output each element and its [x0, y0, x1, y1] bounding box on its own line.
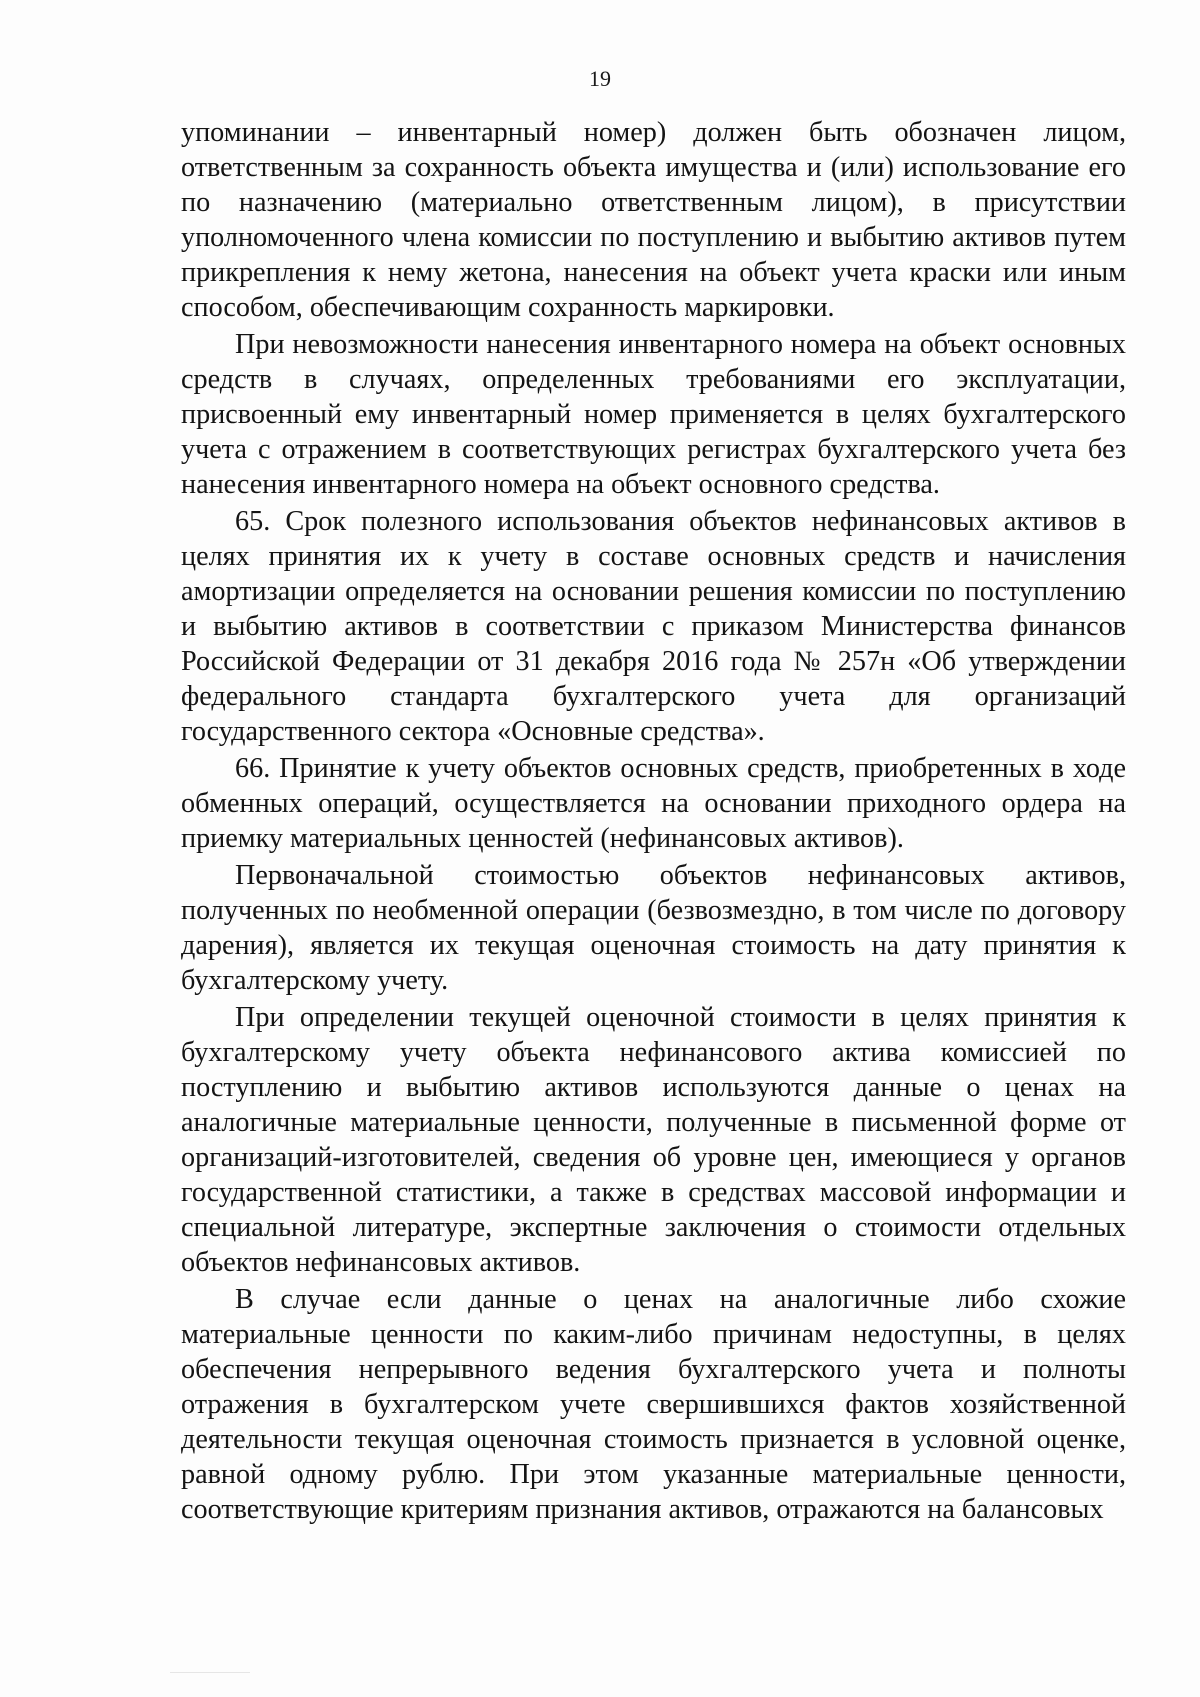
document-body: [181, 115, 1126, 1529]
paragraph-65-useful-life: 65. Срок полезного использования объектов нефинансовых активов в целях принятия их к учету в составе основных средств и начисления амортизации определяется на основании решения комиссии по поступлению и выбытию активов в соответствии с приказом Министерства финансов Российской Федерации от 31 декабря 2016 года № 257н «Об утверждении федерального стандарта бухгалтерского учета для организаций государственного сектора «Основные средства».: [181, 506, 1126, 747]
scan-artifact-line: [170, 1672, 250, 1673]
paragraph-initial-cost: Первоначальной стоимостью объектов нефинансовых активов, полученных по необменной операции (безвозмездно, в том числе по договору дарения), является их текущая оценочная стоимость на дату принятия к бухгалтерскому учету.: [181, 860, 1126, 996]
page-number: 19: [589, 66, 611, 91]
paragraph-current-valuation: При определении текущей оценочной стоимости в целях принятия к бухгалтерскому учету объекта нефинансового актива комиссией по поступлению и выбытию активов используются данные о ценах на аналогичные материальные ценности, полученные в письменной форме от организаций-изготовителей, сведения об уровне цен, имеющиеся у органов государственной статистики, а также в средствах массовой информации и специальной литературе, экспертные заключения о стоимости отдельных объектов нефинансовых активов.: [181, 1002, 1126, 1278]
paragraph-66-acceptance: 66. Принятие к учету объектов основных средств, приобретенных в ходе обменных операций, осуществляется на основании приходного ордера на приемку материальных ценностей (нефинансовых активов).: [181, 753, 1126, 854]
paragraph-inventory-number-impossible: При невозможности нанесения инвентарного номера на объект основных средств в случаях, определенных требованиями его эксплуатации, присвоенный ему инвентарный номер применяется в целях бухгалтерского учета с отражением в соответствующих регистрах бухгалтерского учета без нанесения инвентарного номера на объект основного средства.: [181, 329, 1126, 500]
paragraph-continuation: упоминании – инвентарный номер) должен быть обозначен лицом, ответственным за сохранность объекта имущества и (или) использование его по назначению (материально ответственным лицом), в присутствии уполномоченного члена комиссии по поступлению и выбытию активов путем прикрепления к нему жетона, нанесения на объект учета краски или иным способом, обеспечивающим сохранность маркировки.: [181, 117, 1126, 323]
paragraph-conditional-valuation: В случае если данные о ценах на аналогичные либо схожие материальные ценности по каким-либо причинам недоступны, в целях обеспечения непрерывного ведения бухгалтерского учета и полноты отражения в бухгалтерском учете свершившихся фактов хозяйственной деятельности текущая оценочная стоимость признается в условной оценке, равной одному рублю. При этом указанные материальные ценности, соответствующие критериям признания активов, отражаются на балансовых: [181, 1284, 1126, 1525]
